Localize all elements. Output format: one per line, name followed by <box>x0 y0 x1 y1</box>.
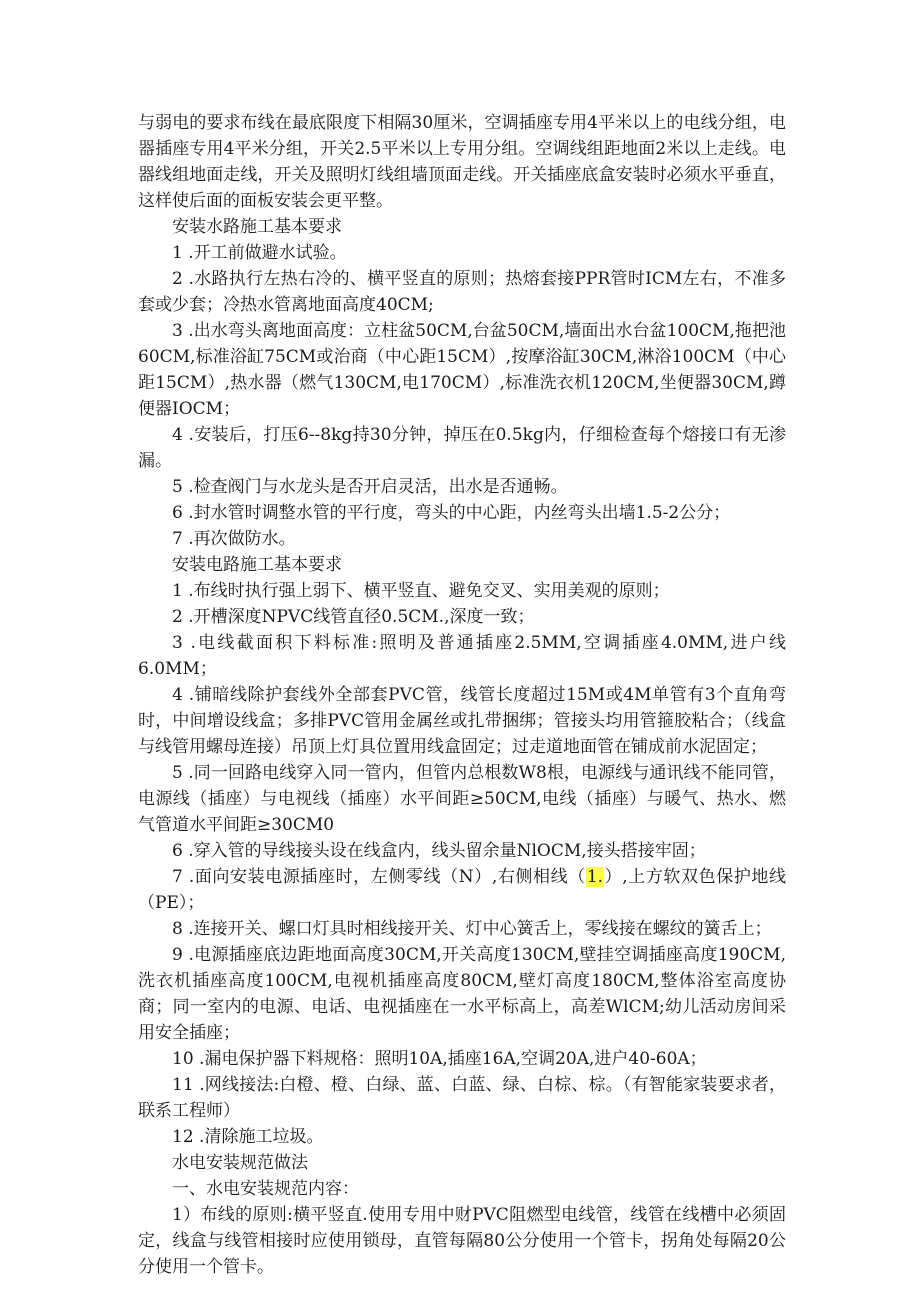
list-item: 3 .电线截面积下料标准:照明及普通插座2.5MM,空调插座4.0MM,进户线6.0MM； <box>138 633 786 679</box>
list-item: 4 .安装后，打压6--8kg持30分钟，掉压在0.5kg内，仔细检查每个熔接口有无渗漏。 <box>138 425 786 471</box>
section-heading-standards: 水电安装规范做法 <box>172 1153 308 1173</box>
list-item: 5 .检查阀门与水龙头是否开启灵活，出水是否通畅。 <box>172 477 568 497</box>
list-item: 8 .连接开关、螺口灯具时相线接开关、灯中心簧舌上，零线接在螺纹的簧舌上； <box>172 919 772 939</box>
list-item: 12 .清除施工垃圾。 <box>172 1127 324 1147</box>
list-item: 9 .电源插座底边距地面高度30CM,开关高度130CM,壁挂空调插座高度190CM,洗衣机插座高度100CM,电视机插座高度80CM,壁灯高度180CM,整体浴室高度协商；同一室内的电源、电话、电视插座在一水平标高上，高差WlCM;幼儿活动房间采用安全插座； <box>138 945 786 1043</box>
list-item-text: 7 .面向安装电源插座时，左侧零线（N）,右侧相线（ <box>172 867 586 887</box>
list-item: 4 .铺暗线除护套线外全部套PVC管，线管长度超过15M或4M单管有3个直角弯时，中间增设线盒；多排PVC管用金属丝或扎带捆绑；管接头均用管箍胶粘合；（线盒与线管用螺母连接）吊顶上灯具位置用线盒固定；过走道地面管在铺成前水泥固定； <box>138 685 786 757</box>
list-item: 1 .开工前做避水试验。 <box>172 243 347 263</box>
list-item: 10 .漏电保护器下料规格：照明10A,插座16A,空调20A,进户40-60A； <box>172 1049 707 1069</box>
list-item: 2 .开槽深度NPVC线管直径0.5CM.,深度一致； <box>172 607 535 627</box>
list-item: 1 .布线时执行强上弱下、横平竖直、避免交叉、实用美观的原则； <box>172 581 670 601</box>
list-item: 1）布线的原则:横平竖直.使用专用中财PVC阻燃型电线管，线管在线槽中必须固定，线盒与线管相接时应使用锁母，直管每隔80公分使用一个管卡，拐角处每隔20公分使用一个管卡。 <box>138 1205 786 1277</box>
list-item: 6 .穿入管的导线接头设在线盒内，线头留余量NlOCM,接头搭接牢固； <box>172 841 706 861</box>
list-item: 3 .出水弯头离地面高度：立柱盆50CM,台盆50CM,墙面出水台盆100CM,拖把池60CM,标准浴缸75CM或治商（中心距15CM）,按摩浴缸30CM,淋浴100CM（中心距15CM）,热水器（燃气130CM,电170CM）,标准洗衣机120CM,坐便器30CM,蹲便器IOCM； <box>138 321 786 419</box>
highlighted-text: 1. <box>586 867 604 887</box>
subsection-heading: 一、水电安装规范内容： <box>172 1179 359 1199</box>
section-heading-electric: 安装电路施工基本要求 <box>172 555 342 575</box>
document-body <box>138 110 786 1280</box>
list-item: 5 .同一回路电线穿入同一管内，但管内总根数W8根，电源线与通讯线不能同管，电源线（插座）与电视线（插座）水平间距≥50CM,电线（插座）与暖气、热水、燃气管道水平间距≥30CM0 <box>138 763 786 835</box>
list-item: 6 .封水管时调整水管的平行度，弯头的中心距，内丝弯头出墙1.5-2公分； <box>172 503 731 523</box>
list-item-text: ）,上方软双色保护地线（PE）； <box>138 867 787 913</box>
list-item <box>138 864 786 916</box>
list-item: 11 .网线接法:白橙、橙、白绿、蓝、白蓝、绿、白棕、棕。（有智能家装要求者，联系工程师） <box>138 1075 786 1121</box>
paragraph: 与弱电的要求布线在最底限度下相隔30厘米，空调插座专用4平米以上的电线分组，电器插座专用4平米分组，开关2.5平米以上专用分组。空调线组距地面2米以上走线。电器线组地面走线，开关及照明灯线组墙顶面走线。开关插座底盒安装时必须水平垂直，这样使后面的面板安装会更平整。 <box>138 113 786 211</box>
section-heading-water: 安装水路施工基本要求 <box>172 217 342 237</box>
list-item: 7 .再次做防水。 <box>172 529 296 549</box>
list-item: 2 .水路执行左热右冷的、横平竖直的原则；热熔套接PPR管时ICM左右，不准多套或少套；冷热水管离地面高度40CM; <box>138 269 786 315</box>
